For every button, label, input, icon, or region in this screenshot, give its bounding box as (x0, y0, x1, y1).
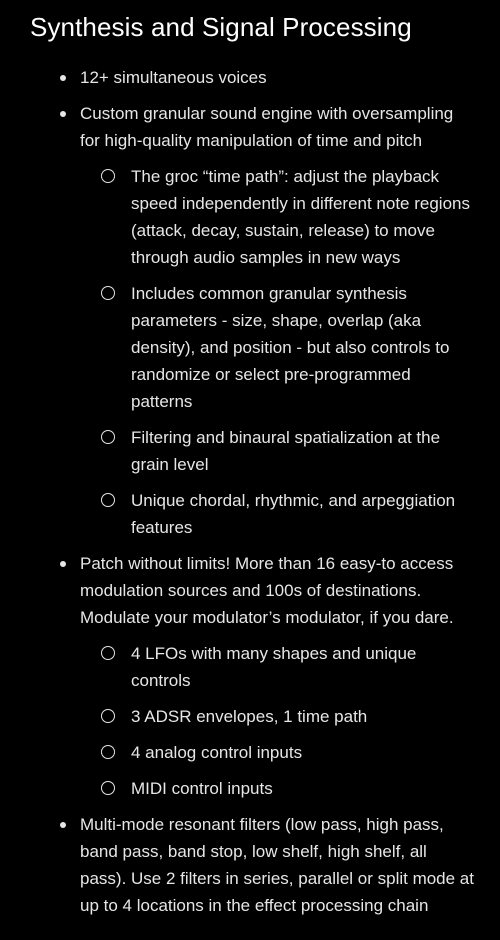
sub-list-item-text: 4 analog control inputs (131, 743, 303, 762)
sub-list-item-text: 4 LFOs with many shapes and unique controls (131, 644, 417, 690)
sub-list-item (80, 640, 476, 694)
circle-bullet-icon (101, 430, 115, 444)
sub-list-item-text: Filtering and binaural spatialization at the grain level (131, 428, 441, 474)
list-item-text: Multi-mode resonant filters (low pass, high pass, band pass, band stop, low shelf, high shelf, all pass). Use 2 filters in series, parallel or split mode at up to 4 locations in the effect processing chain (80, 815, 474, 915)
bullet-icon (60, 561, 66, 567)
sub-list (80, 163, 476, 541)
circle-bullet-icon (101, 646, 115, 660)
sub-list-item (80, 487, 476, 541)
circle-bullet-icon (101, 286, 115, 300)
circle-bullet-icon (101, 493, 115, 507)
sub-list-item (80, 280, 476, 415)
list-item (30, 811, 476, 919)
circle-bullet-icon (101, 781, 115, 795)
circle-bullet-icon (101, 745, 115, 759)
bullet-icon (60, 75, 66, 81)
sub-list-item (80, 739, 476, 766)
sub-list-item (80, 775, 476, 802)
sub-list-item-text: The groc “time path”: adjust the playback speed independently in different note regions (attack, decay, sustain, release) to move through audio samples in new ways (131, 167, 470, 267)
sub-list-item-text: 3 ADSR envelopes, 1 time path (131, 707, 368, 726)
list-item-text: 12+ simultaneous voices (80, 68, 267, 87)
circle-bullet-icon (101, 169, 115, 183)
circle-bullet-icon (101, 709, 115, 723)
bullet-icon (60, 111, 66, 117)
sub-list-item-text: Includes common granular synthesis parameters - size, shape, overlap (aka density), and position - but also controls to randomize or select pre-programmed patterns (131, 284, 450, 411)
list-item (30, 100, 476, 541)
sub-list (80, 640, 476, 802)
bullet-icon (60, 822, 66, 828)
sub-list-item (80, 163, 476, 271)
list-item (30, 64, 476, 91)
section-heading: Synthesis and Signal Processing (30, 12, 412, 42)
feature-list (30, 64, 476, 919)
sub-list-item-text: Unique chordal, rhythmic, and arpeggiation features (131, 491, 456, 537)
list-item-text: Custom granular sound engine with oversampling for high-quality manipulation of time and pitch (80, 104, 454, 150)
list-item (30, 550, 476, 802)
sub-list-item-text: MIDI control inputs (131, 779, 273, 798)
sub-list-item (80, 703, 476, 730)
list-item-text: Patch without limits! More than 16 easy-to access modulation sources and 100s of destinations. Modulate your modulator’s modulator, if you dare. (80, 554, 454, 627)
sub-list-item (80, 424, 476, 478)
